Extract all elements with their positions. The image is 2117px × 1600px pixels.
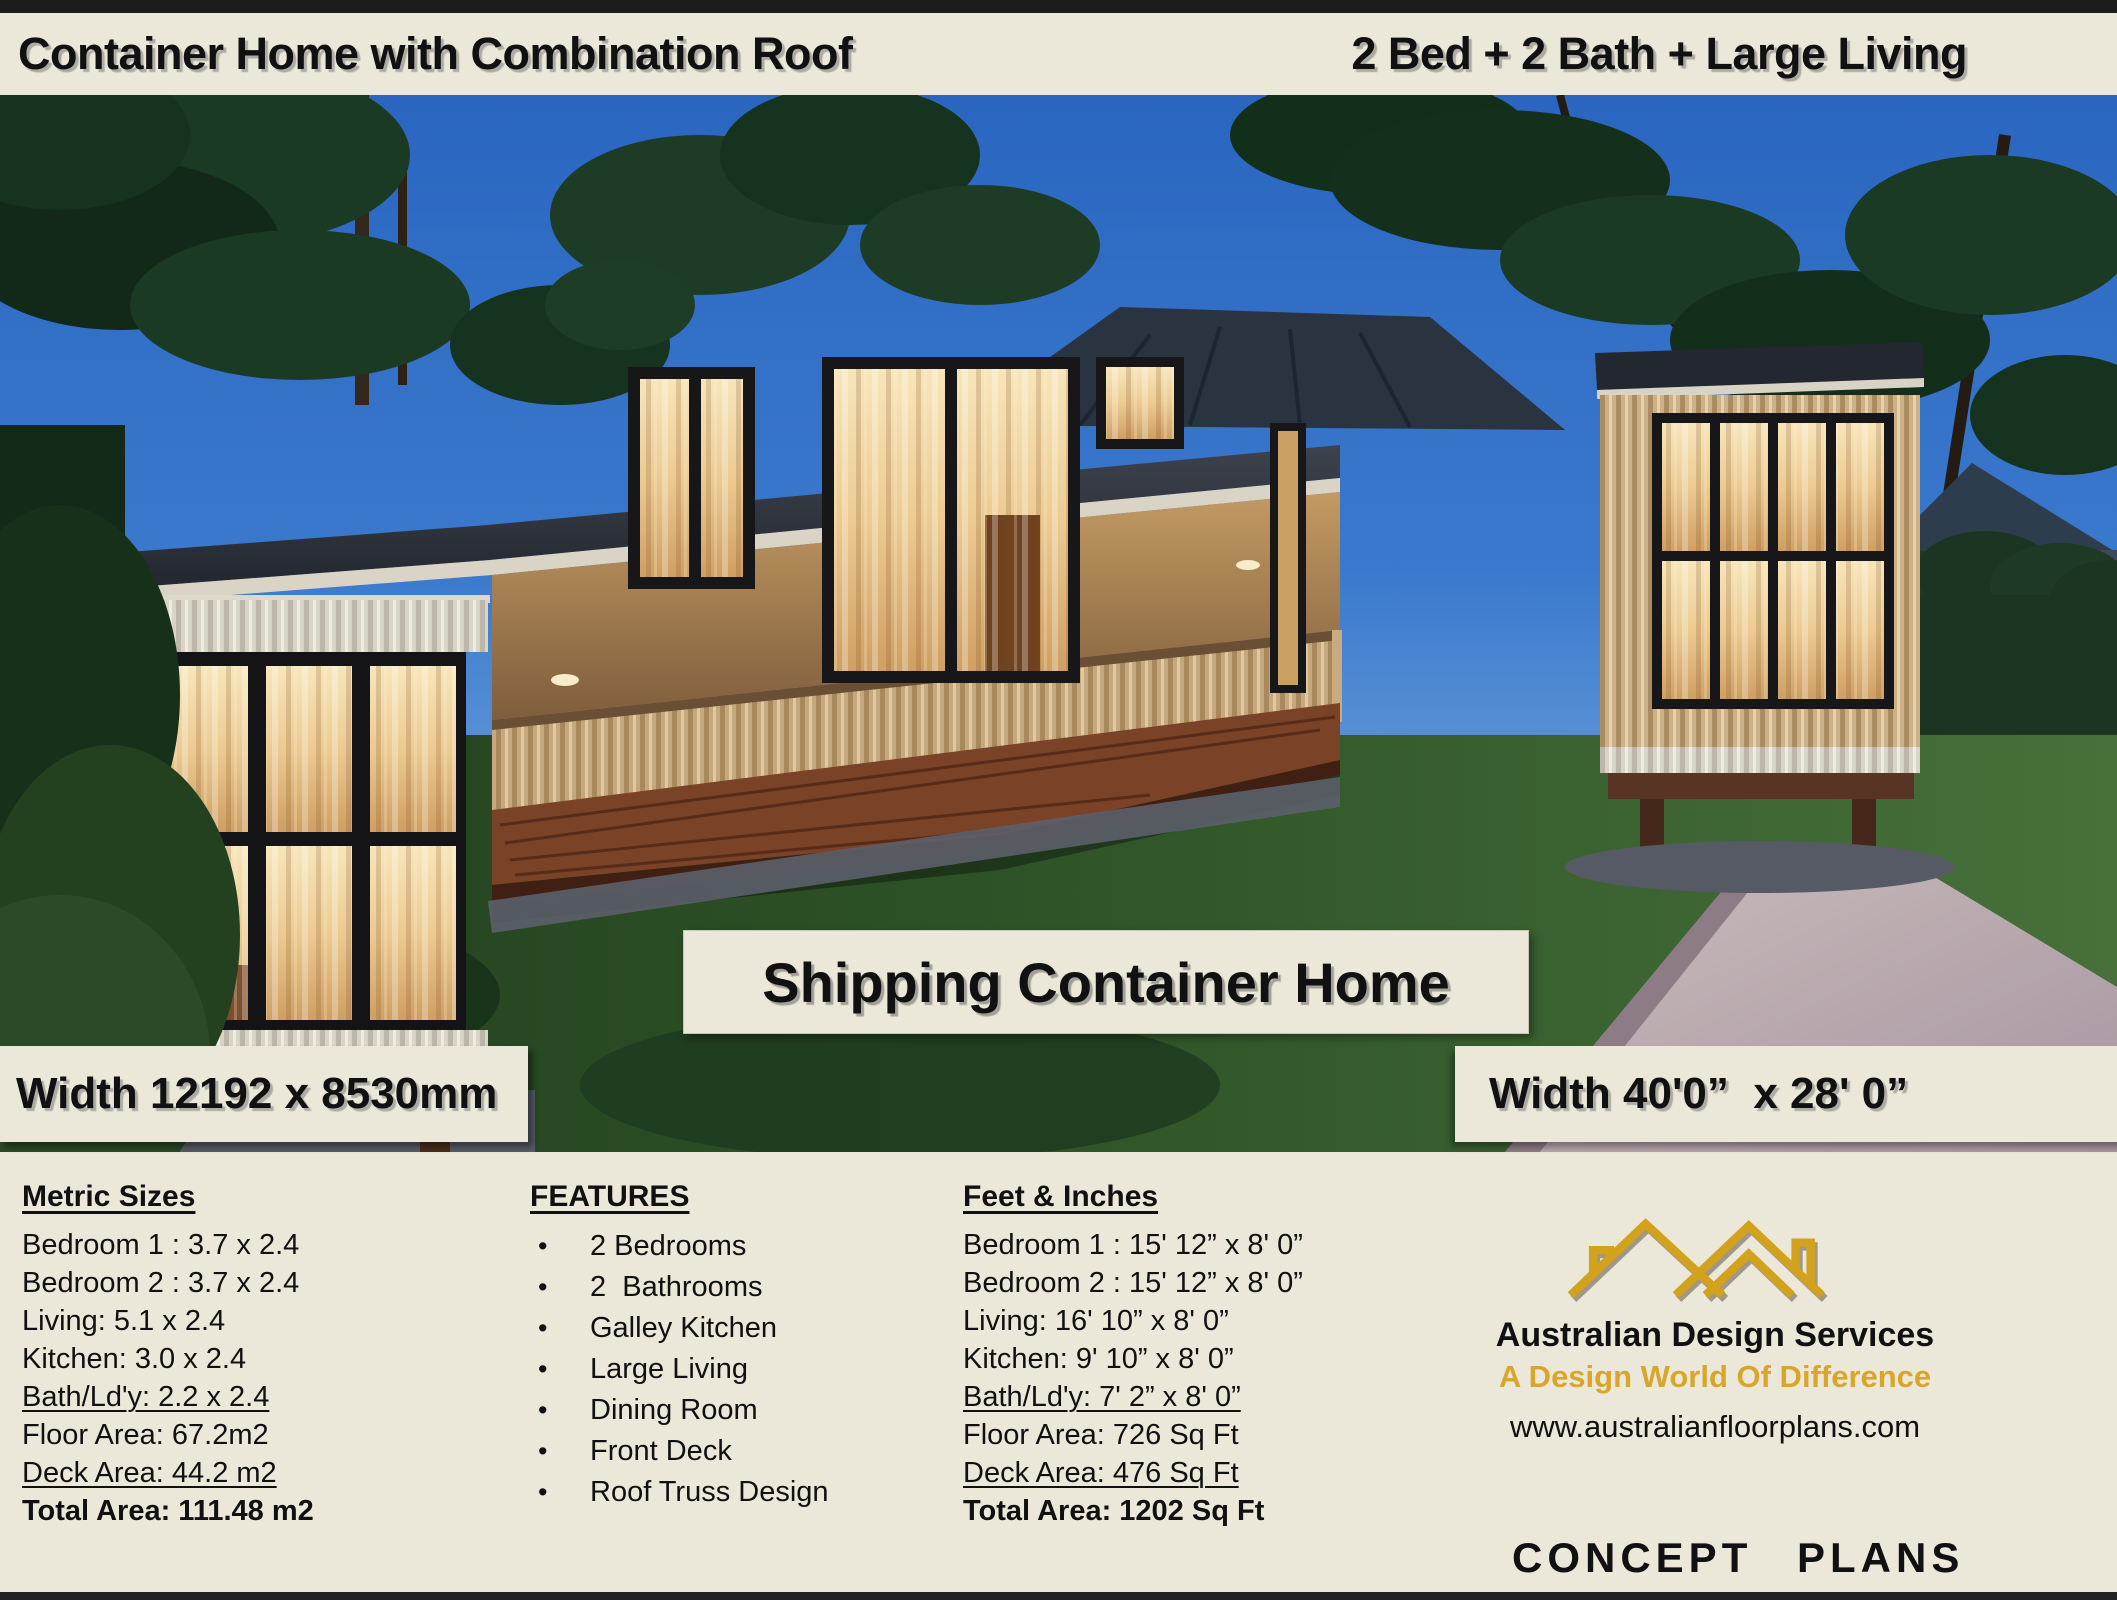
bullet-icon: • [538,1477,548,1507]
window-corner-slot [1270,423,1306,693]
metric-row-total: Total Area: 111.48 m2 [22,1495,314,1527]
concept-plans-wordmark: CONCEPT PLANS [1512,1534,1965,1581]
header-band [0,13,2117,95]
feature-item: • Dining Room [530,1390,960,1431]
metric-dimension-text: Width 12192 x 8530mm [16,1069,498,1118]
metric-sizes-heading: Metric Sizes [22,1180,196,1213]
imperial-dimension-text: Width 40'0” x 28' 0” [1489,1069,1909,1118]
features-heading: FEATURES [530,1180,690,1213]
bullet-icon: • [538,1272,548,1302]
metric-row: Floor Area: 67.2m2 [22,1419,269,1451]
bottom-border [0,1592,2117,1600]
window-small-high [1096,357,1184,449]
company-website: www.australianfloorplans.com [1509,1409,1921,1444]
imperial-sizes-column [963,1178,1443,1530]
bullet-icon: • [538,1313,548,1343]
imperial-row: Bedroom 2 : 15' 12” x 8' 0” [963,1267,1303,1299]
metric-row: Deck Area: 44.2 m2 [22,1457,277,1489]
imperial-row: Bedroom 1 : 15' 12” x 8' 0” [963,1229,1303,1261]
metric-row: Living: 5.1 x 2.4 [22,1305,226,1337]
branding-block [1480,1192,1950,1445]
imperial-row: Living: 16' 10” x 8' 0” [963,1305,1229,1337]
imperial-sizes-heading: Feet & Inches [963,1180,1159,1213]
exterior-photo [0,95,2117,1152]
metric-row: Bath/Ld'y: 2.2 x 2.4 [22,1381,270,1413]
page-title-right: 2 Bed + 2 Bath + Large Living [1351,28,1967,79]
feature-item: • Front Deck [530,1431,960,1472]
imperial-row: Deck Area: 476 Sq Ft [963,1457,1239,1489]
imperial-row: Kitchen: 9' 10” x 8' 0” [963,1343,1234,1375]
bullet-icon: • [538,1436,548,1466]
imperial-row-total: Total Area: 1202 Sq Ft [963,1495,1265,1527]
photo-caption-box [683,930,1529,1034]
company-name: Australian Design Services [1495,1316,1935,1354]
feature-item: • 2 Bedrooms [530,1226,960,1267]
imperial-row: Floor Area: 726 Sq Ft [963,1419,1239,1451]
photo-caption: Shipping Container Home [762,950,1450,1014]
feature-item: • 2 Bathrooms [530,1267,960,1308]
feature-item: • Large Living [530,1349,960,1390]
page-title-left: Container Home with Combination Roof [18,28,853,79]
metric-row: Kitchen: 3.0 x 2.4 [22,1343,247,1375]
rooflines-logo-icon [1565,1192,1865,1314]
metric-row: Bedroom 1 : 3.7 x 2.4 [22,1229,300,1261]
window-tall-center [822,357,1080,683]
feature-item: • Roof Truss Design [530,1472,960,1513]
imperial-row: Bath/Ld'y: 7' 2” x 8' 0” [963,1381,1241,1413]
metric-dimension-banner [0,1046,528,1142]
features-column [530,1178,960,1513]
company-tagline: A Design World Of Difference [1498,1359,1932,1394]
bullet-icon: • [538,1354,548,1384]
top-border [0,0,2117,13]
feature-item: • Galley Kitchen [530,1308,960,1349]
bullet-icon: • [538,1231,548,1261]
metric-row: Bedroom 2 : 3.7 x 2.4 [22,1267,300,1299]
imperial-dimension-banner [1455,1046,2117,1142]
window-pair-left [628,367,755,589]
bullet-icon: • [538,1395,548,1425]
metric-sizes-column [22,1178,492,1530]
